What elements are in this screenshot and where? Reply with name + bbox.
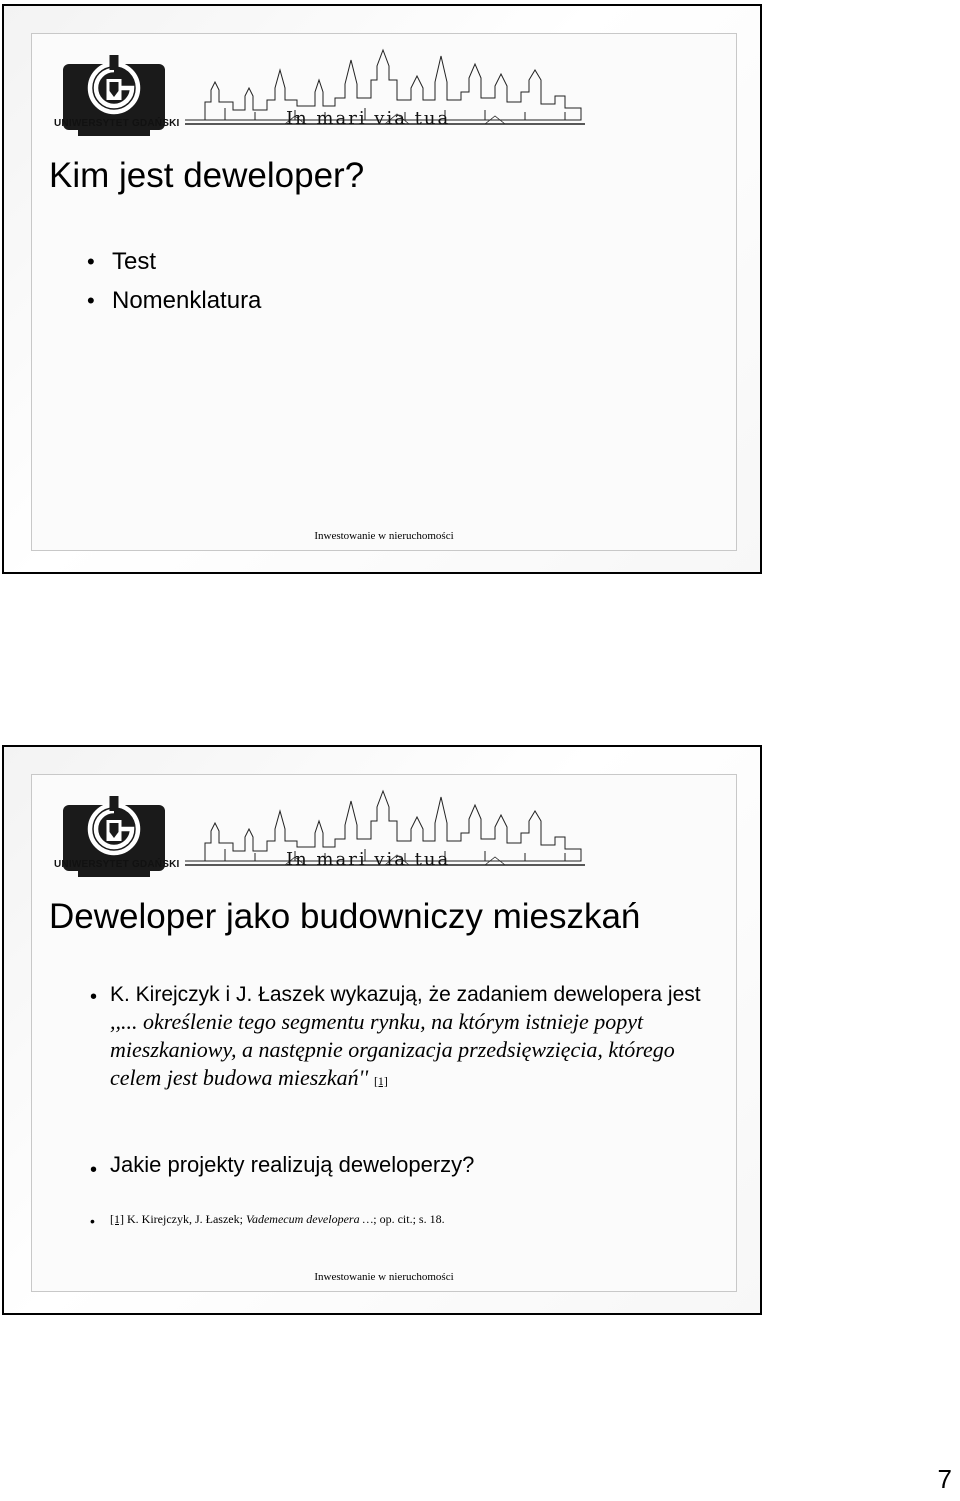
bullet-item: • Nomenklatura bbox=[90, 281, 261, 320]
quote-paragraph bbox=[110, 980, 730, 1095]
footnote-text: K. Kirejczyk, J. Łaszek; bbox=[124, 1212, 246, 1226]
slide-footer: Inwestowanie w nieruchomości bbox=[314, 530, 454, 542]
bullet-dot: • bbox=[90, 1213, 95, 1229]
logo-caption: UNIWERSYTET GDAŃSKI bbox=[54, 118, 180, 129]
slide-footer: Inwestowanie w nieruchomości bbox=[314, 1271, 454, 1283]
bullet-item: • Test bbox=[90, 242, 261, 281]
slide-1 bbox=[2, 4, 762, 574]
slide-1-content bbox=[31, 33, 737, 551]
bullet-dot: • bbox=[90, 986, 98, 1008]
page-number: 7 bbox=[937, 1464, 952, 1494]
footnote-title: Vademecum developera … bbox=[245, 1212, 374, 1226]
footnote-tail: ; op. cit.; s. 18. bbox=[373, 1212, 445, 1226]
logo-caption: UNIWERSYTET GDAŃSKI bbox=[54, 859, 180, 870]
slide-title: Kim jest deweloper? bbox=[49, 156, 365, 195]
slide-header bbox=[32, 775, 736, 875]
slide-2-content bbox=[31, 774, 737, 1292]
slide-header bbox=[32, 34, 736, 134]
question-bullet: Jakie projekty realizują deweloperzy? bbox=[110, 1152, 475, 1177]
quote-text: ,,... określenie tego segmentu rynku, na którym istnieje popyt mieszkaniowy, a następnie organizacja przedsięwzięcia, którego celem jest budowa mieszkań'' bbox=[110, 1009, 675, 1090]
bullet-dot: • bbox=[90, 1159, 98, 1181]
motto: In mari via tua bbox=[286, 849, 451, 870]
slide-title: Deweloper jako budowniczy mieszkań bbox=[49, 897, 641, 936]
slide-2 bbox=[2, 745, 762, 1315]
motto: In mari via tua bbox=[286, 108, 451, 129]
footnote-reference[interactable]: [1] bbox=[373, 1074, 388, 1088]
footnote bbox=[110, 1212, 445, 1227]
bullet-list bbox=[90, 242, 261, 320]
quote-lead: K. Kirejczyk i J. Łaszek wykazują, że zadaniem dewelopera jest bbox=[110, 983, 701, 1006]
footnote-ref[interactable]: [1] bbox=[110, 1212, 124, 1226]
